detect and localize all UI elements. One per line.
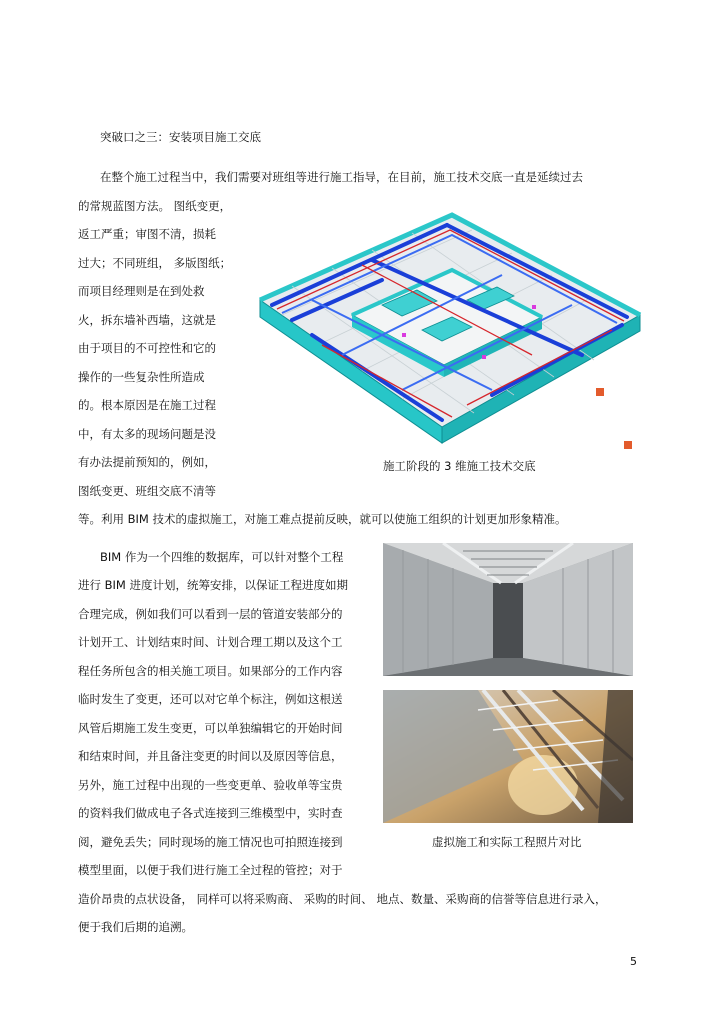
para2-line-3: 计划开工、计划结束时间、计划合理工期以及这个工 — [78, 635, 343, 649]
para2-line-1: 进行 BIM 进度计划，统筹安排，以保证工程进度如期 — [78, 578, 349, 592]
para1-line-10: 有办法提前预知的，例如， — [78, 455, 216, 469]
figure-actual-construction-photo — [383, 690, 633, 823]
figure-virtual-corridor-render — [383, 543, 633, 676]
corridor-render — [383, 543, 633, 676]
para1-line-4: 而项目经理则是在到处救 — [78, 284, 205, 298]
figure2-caption: 虚拟施工和实际工程照片对比 — [432, 835, 582, 849]
corridor-photo — [383, 690, 633, 823]
section-heading: 突破口之三：安装项目施工交底 — [100, 130, 261, 144]
para2-line-4: 程任务所包含的相关施工项目。如果部分的工作内容 — [78, 664, 343, 678]
para2-line-8: 另外，施工过程中出现的一些变更单、验收单等宝贵 — [78, 778, 343, 792]
para2-line-7: 和结束时间，并且备注变更的时间以及原因等信息， — [78, 749, 343, 763]
para1-line-5: 火，拆东墙补西墙，这就是 — [78, 313, 216, 327]
para2-line-13: 便于我们后期的追溯。 — [78, 920, 193, 934]
model-render — [252, 205, 642, 455]
para1-line-7: 操作的一些复杂性所造成 — [78, 370, 205, 384]
para2-line-0: BIM 作为一个四维的数据库，可以针对整个工程 — [100, 550, 344, 564]
para2-line-12: 造价昂贵的点状设备， 同样可以将采购商、 采购的时间、 地点、数量、采购商的信誉等信息进行录入， — [78, 892, 607, 906]
para1-line-9: 中，有太多的现场问题是没 — [78, 427, 216, 441]
para2-line-11: 模型里面，以便于我们进行施工全过程的管控；对于 — [78, 863, 343, 877]
para1-line-12: 等。利用 BIM 技术的虚拟施工，对施工难点提前反映，就可以使施工组织的计划更加形象精准。 — [78, 512, 567, 526]
para1-line-3: 过大；不同班组， 多版图纸； — [78, 256, 232, 270]
corner-icon — [596, 388, 604, 396]
para1-line-6: 由于项目的不可控性和它的 — [78, 341, 216, 355]
figure-3d-construction-model — [252, 205, 642, 455]
para1-line-1: 的常规蓝图方法。 图纸变更， — [78, 199, 232, 213]
para1-line-11: 图纸变更、班组交底不清等 — [78, 484, 216, 498]
para1-line-0: 在整个施工过程当中，我们需要对班组等进行施工指导，在目前，施工技术交底一直是延续过去 — [100, 170, 583, 184]
para2-line-2: 合理完成，例如我们可以看到一层的管道安装部分的 — [78, 607, 343, 621]
para2-line-6: 风管后期施工发生变更，可以单独编辑它的开始时间 — [78, 721, 343, 735]
para2-line-10: 阅，避免丢失；同时现场的施工情况也可拍照连接到 — [78, 835, 343, 849]
para2-line-5: 临时发生了变更，还可以对它单个标注，例如这根送 — [78, 692, 343, 706]
corner-icon — [624, 441, 632, 449]
figure1-caption: 施工阶段的 3 维施工技术交底 — [383, 459, 536, 473]
para1-line-8: 的。根本原因是在施工过程 — [78, 398, 216, 412]
para1-line-2: 返工严重；审图不清，损耗 — [78, 227, 216, 241]
page-number: 5 — [630, 955, 637, 968]
para2-line-9: 的资料我们做成电子各式连接到三维模型中，实时查 — [78, 806, 343, 820]
